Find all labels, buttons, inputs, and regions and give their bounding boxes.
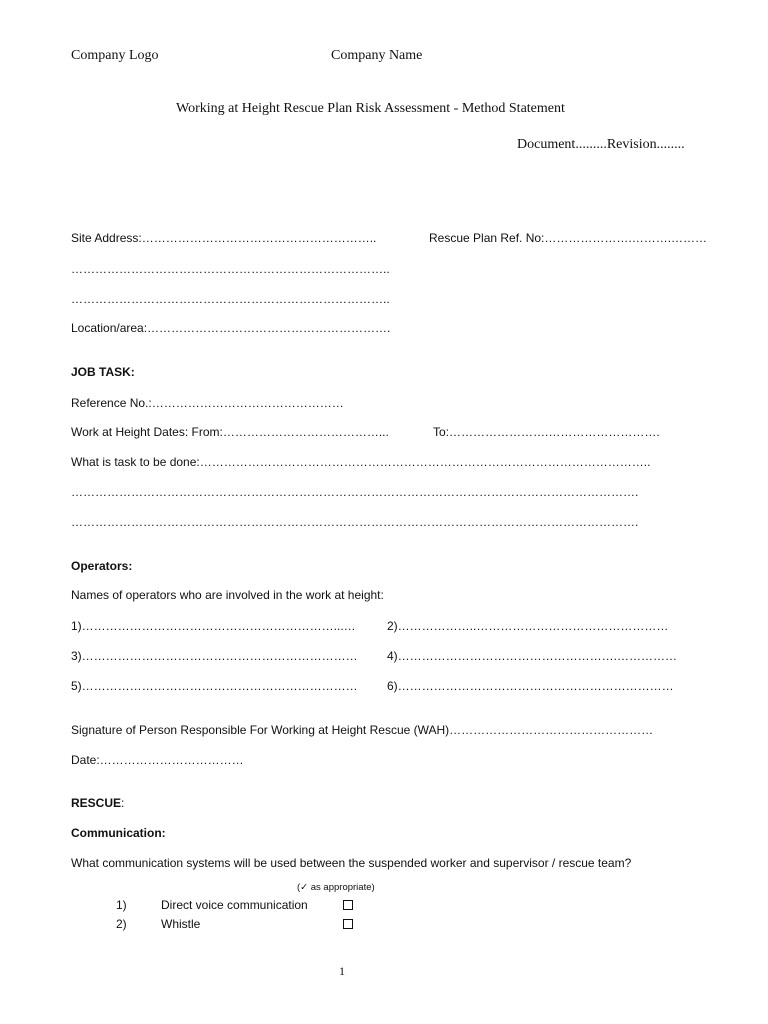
option-number: 1) xyxy=(116,898,127,912)
dates-to-field: To:…………………….………………………. xyxy=(433,425,660,439)
job-task-heading: JOB TASK: xyxy=(71,365,135,379)
document-revision: Document.........Revision........ xyxy=(517,137,685,152)
operator-5-field: 5)…………………………………………………………… xyxy=(71,679,358,693)
operator-6-field: 6)…………………………………………………………… xyxy=(387,679,674,693)
site-address-continuation: …………………………………………………………………….. xyxy=(71,262,390,276)
rescue-plan-ref-field: Rescue Plan Ref. No:………………….……….……… xyxy=(429,231,708,245)
rescue-heading xyxy=(71,796,124,810)
site-address-continuation: …………………………………………………………………….. xyxy=(71,292,390,306)
task-description-field: What is task to be done:………………………………………………………………………………………………….. xyxy=(71,455,651,469)
company-name: Company Name xyxy=(331,48,423,63)
communication-heading: Communication: xyxy=(71,826,166,840)
rescue-heading-colon: : xyxy=(121,796,125,810)
company-logo-placeholder: Company Logo xyxy=(71,48,159,63)
operator-1-field: 1)………………………………………………………...… xyxy=(71,619,356,633)
dates-from-field: Work at Height Dates: From:…………………………………... xyxy=(71,425,389,439)
operator-2-field: 2)………………..………………………………………… xyxy=(387,619,669,633)
task-description-continuation: ……………………………………………………………………………………………………………………………. xyxy=(71,515,639,529)
document-title: Working at Height Rescue Plan Risk Assessment - Method Statement xyxy=(176,101,565,116)
rescue-heading-text: RESCUE xyxy=(71,796,122,810)
reference-number-field: Reference No.:………………………………………… xyxy=(71,396,344,410)
site-address-field: Site Address:………………………………………………….. xyxy=(71,231,377,245)
checkbox-whistle[interactable] xyxy=(343,919,353,929)
checkbox-direct-voice[interactable] xyxy=(343,900,353,910)
location-field: Location/area:……………………………………………………. xyxy=(71,321,391,335)
signature-date-field: Date:……………………………… xyxy=(71,753,244,767)
appropriate-note: (✓ as appropriate) xyxy=(297,882,375,893)
signature-field: Signature of Person Responsible For Working at Height Rescue (WAH)…………………………………………… xyxy=(71,723,654,737)
operator-3-field: 3)…………………………………………………………… xyxy=(71,649,358,663)
operators-heading: Operators: xyxy=(71,559,133,573)
option-number: 2) xyxy=(116,917,127,931)
operators-intro: Names of operators who are involved in the work at height: xyxy=(71,588,384,602)
communication-question: What communication systems will be used between the suspended worker and supervisor / rescue team? xyxy=(71,856,632,870)
option-label: Direct voice communication xyxy=(161,898,308,912)
option-label: Whistle xyxy=(161,917,201,931)
page-number: 1 xyxy=(339,964,345,978)
task-description-continuation: ……………………………………………………………………………………………………………………………. xyxy=(71,485,639,499)
operator-4-field: 4)……………………………………………….…………… xyxy=(387,649,678,663)
